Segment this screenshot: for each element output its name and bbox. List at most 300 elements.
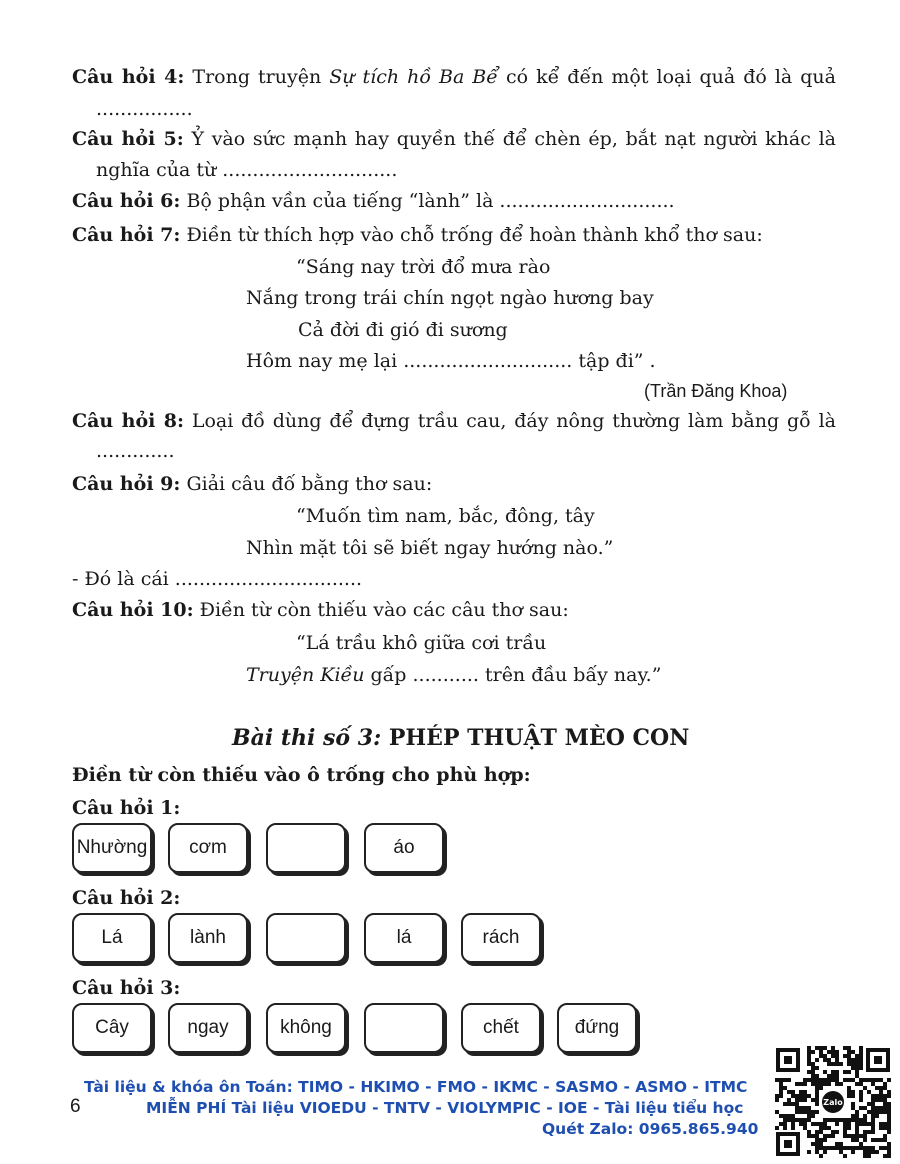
qr-module xyxy=(875,1114,879,1118)
qr-module xyxy=(871,1082,875,1086)
qr-module xyxy=(855,1146,859,1150)
qr-module xyxy=(823,1046,827,1050)
qr-module xyxy=(827,1074,831,1078)
qr-module xyxy=(871,1146,875,1150)
qr-module xyxy=(839,1118,843,1122)
qr-module xyxy=(867,1150,871,1154)
qr-module xyxy=(859,1106,863,1110)
qr-module xyxy=(815,1110,819,1114)
qr-module xyxy=(823,1134,827,1138)
qr-module xyxy=(807,1054,811,1058)
qr-module xyxy=(779,1094,783,1098)
qr-module xyxy=(783,1126,787,1130)
qr-module xyxy=(811,1078,815,1082)
qr-module xyxy=(807,1130,811,1134)
qr-module xyxy=(879,1086,883,1090)
qr-module xyxy=(807,1046,811,1050)
qr-module xyxy=(871,1078,875,1082)
qr-module xyxy=(787,1114,791,1118)
story-title: Sự tích hồ Ba Bể xyxy=(329,66,498,88)
qr-module xyxy=(811,1082,815,1086)
qr-module xyxy=(775,1110,779,1114)
qr-module xyxy=(795,1118,799,1122)
qr-module xyxy=(887,1078,891,1082)
qr-module xyxy=(803,1122,807,1126)
section-instruction: Điền từ còn thiếu vào ô trống cho phù hợp: xyxy=(72,764,531,786)
qr-module xyxy=(851,1050,855,1054)
qr-module xyxy=(779,1090,783,1094)
qr-module xyxy=(815,1086,819,1090)
word-box: rách xyxy=(461,913,541,963)
word-box: cơm xyxy=(168,823,248,873)
qr-module xyxy=(827,1118,831,1122)
qr-module xyxy=(863,1106,867,1110)
qr-module xyxy=(859,1046,863,1050)
qr-module xyxy=(835,1122,839,1126)
question-label: Câu hỏi 6: xyxy=(72,190,181,212)
qr-module xyxy=(847,1058,851,1062)
qr-module xyxy=(855,1130,859,1134)
qr-module xyxy=(795,1102,799,1106)
qr-module xyxy=(783,1122,787,1126)
qr-module xyxy=(875,1098,879,1102)
qr-module xyxy=(871,1110,875,1114)
qr-module xyxy=(783,1078,787,1082)
poem-text: gấp ........... trên đầu bấy nay.” xyxy=(364,664,662,686)
qr-module xyxy=(867,1090,871,1094)
puzzle-3-label: Câu hỏi 3: xyxy=(72,977,181,999)
qr-module xyxy=(815,1098,819,1102)
question-text: Điền từ thích hợp vào chỗ trống để hoàn thành khổ thơ sau: xyxy=(180,224,763,246)
qr-module xyxy=(847,1122,851,1126)
qr-module xyxy=(851,1114,855,1118)
qr-module xyxy=(871,1114,875,1118)
qr-module xyxy=(823,1122,827,1126)
qr-module xyxy=(839,1082,843,1086)
empty-answer-box[interactable] xyxy=(266,913,346,963)
qr-module xyxy=(823,1146,827,1150)
qr-module xyxy=(831,1146,835,1150)
qr-module xyxy=(819,1142,823,1146)
qr-module xyxy=(835,1070,839,1074)
qr-module xyxy=(851,1058,855,1062)
qr-module xyxy=(819,1078,823,1082)
poem-line: “Lá trầu khô giữa cơi trầu xyxy=(296,632,547,654)
qr-module xyxy=(843,1130,847,1134)
qr-module xyxy=(799,1098,803,1102)
qr-module xyxy=(867,1154,871,1158)
qr-module xyxy=(883,1122,887,1126)
qr-module xyxy=(835,1118,839,1122)
riddle-answer-line: - Đó là cái ............................... xyxy=(72,568,363,590)
question-6 xyxy=(72,188,675,214)
question-10 xyxy=(72,597,569,623)
zalo-logo-text: Zalo xyxy=(823,1098,843,1107)
qr-module xyxy=(863,1146,867,1150)
qr-module xyxy=(855,1126,859,1130)
empty-answer-box[interactable] xyxy=(266,823,346,873)
qr-module xyxy=(859,1146,863,1150)
qr-module xyxy=(887,1114,891,1118)
qr-module xyxy=(835,1146,839,1150)
qr-module xyxy=(871,1122,875,1126)
answer-blank: ............. xyxy=(96,440,175,462)
word-box: Nhường xyxy=(72,823,152,873)
qr-module xyxy=(815,1130,819,1134)
qr-module xyxy=(811,1070,815,1074)
question-text: Loại đồ dùng để đựng trầu cau, đáy nông thường làm bằng gỗ là xyxy=(184,410,837,432)
qr-module xyxy=(835,1074,839,1078)
qr-module xyxy=(827,1050,831,1054)
qr-module xyxy=(803,1078,807,1082)
qr-module xyxy=(835,1078,839,1082)
qr-module xyxy=(883,1110,887,1114)
qr-module xyxy=(799,1110,803,1114)
question-label: Câu hỏi 9: xyxy=(72,473,181,495)
qr-module xyxy=(879,1122,883,1126)
qr-module xyxy=(843,1122,847,1126)
qr-module xyxy=(875,1138,879,1142)
qr-module xyxy=(855,1118,859,1122)
qr-module xyxy=(803,1082,807,1086)
qr-module xyxy=(859,1054,863,1058)
qr-module xyxy=(791,1102,795,1106)
qr-module xyxy=(855,1138,859,1142)
qr-module xyxy=(815,1150,819,1154)
word-box: lành xyxy=(168,913,248,963)
qr-module xyxy=(843,1046,847,1050)
qr-module xyxy=(823,1118,827,1122)
word-box: Lá xyxy=(72,913,152,963)
question-label: Câu hỏi 4: xyxy=(72,66,185,88)
qr-module xyxy=(803,1126,807,1130)
qr-module xyxy=(827,1146,831,1150)
qr-module xyxy=(831,1050,835,1054)
qr-module xyxy=(791,1118,795,1122)
qr-module xyxy=(815,1078,819,1082)
riddle-line: “Muốn tìm nam, bắc, đông, tây xyxy=(296,505,595,527)
qr-module xyxy=(883,1102,887,1106)
qr-module xyxy=(883,1126,887,1130)
question-continuation: nghĩa của từ ............................. xyxy=(96,159,398,181)
qr-module xyxy=(855,1070,859,1074)
qr-module xyxy=(815,1090,819,1094)
qr-module xyxy=(887,1122,891,1126)
qr-module xyxy=(843,1070,847,1074)
poem-line: “Sáng nay trời đổ mưa rào xyxy=(296,256,551,278)
qr-module xyxy=(831,1074,835,1078)
qr-module xyxy=(863,1154,867,1158)
qr-module xyxy=(855,1114,859,1118)
qr-module xyxy=(883,1154,887,1158)
question-7 xyxy=(72,222,763,248)
qr-module xyxy=(803,1118,807,1122)
qr-module xyxy=(835,1130,839,1134)
section-name: PHÉP THUẬT MÈO CON xyxy=(381,725,690,751)
qr-module xyxy=(883,1146,887,1150)
question-text: có kể đến một loại quả đó là quả xyxy=(497,66,836,88)
qr-module xyxy=(887,1110,891,1114)
qr-module xyxy=(807,1062,811,1066)
qr-module xyxy=(827,1082,831,1086)
qr-module xyxy=(887,1090,891,1094)
qr-module xyxy=(811,1050,815,1054)
qr-module xyxy=(783,1102,787,1106)
zalo-qr-code[interactable] xyxy=(774,1046,892,1158)
qr-module xyxy=(839,1062,843,1066)
qr-module xyxy=(815,1142,819,1146)
qr-module xyxy=(811,1114,815,1118)
question-8 xyxy=(72,408,836,434)
question-5 xyxy=(72,126,836,152)
qr-module xyxy=(803,1090,807,1094)
qr-module xyxy=(823,1054,827,1058)
qr-module xyxy=(815,1094,819,1098)
qr-module xyxy=(867,1130,871,1134)
poem-line xyxy=(246,662,661,688)
qr-module xyxy=(831,1130,835,1134)
qr-module xyxy=(859,1134,863,1138)
qr-module xyxy=(883,1134,887,1138)
qr-module xyxy=(887,1142,891,1146)
qr-module xyxy=(879,1078,883,1082)
qr-module xyxy=(791,1126,795,1130)
qr-module xyxy=(819,1154,823,1158)
qr-module xyxy=(815,1082,819,1086)
qr-module xyxy=(883,1098,887,1102)
qr-module xyxy=(783,1114,787,1118)
qr-module xyxy=(847,1126,851,1130)
qr-module xyxy=(883,1086,887,1090)
qr-module xyxy=(839,1142,843,1146)
word-box: không xyxy=(266,1003,346,1053)
qr-module xyxy=(887,1094,891,1098)
qr-module xyxy=(787,1090,791,1094)
question-4 xyxy=(72,64,836,90)
qr-module xyxy=(831,1134,835,1138)
qr-module xyxy=(867,1122,871,1126)
qr-module xyxy=(855,1062,859,1066)
qr-module xyxy=(819,1086,823,1090)
qr-module xyxy=(847,1094,851,1098)
qr-module xyxy=(847,1054,851,1058)
qr-module xyxy=(847,1090,851,1094)
qr-module xyxy=(831,1118,835,1122)
qr-module xyxy=(851,1106,855,1110)
qr-module xyxy=(807,1050,811,1054)
qr-module xyxy=(799,1082,803,1086)
qr-module xyxy=(863,1078,867,1082)
qr-module xyxy=(815,1138,819,1142)
qr-module xyxy=(847,1062,851,1066)
qr-module xyxy=(851,1150,855,1154)
qr-module xyxy=(795,1106,799,1110)
qr-module xyxy=(815,1146,819,1150)
qr-module xyxy=(807,1106,811,1110)
qr-module xyxy=(847,1050,851,1054)
qr-module xyxy=(795,1098,799,1102)
question-text: Bộ phận vần của tiếng “lành” là ............................. xyxy=(180,190,675,212)
qr-module xyxy=(823,1078,827,1082)
qr-module xyxy=(775,1078,779,1082)
qr-module xyxy=(863,1150,867,1154)
qr-module xyxy=(867,1078,871,1082)
qr-module xyxy=(779,1114,783,1118)
qr-module xyxy=(819,1046,823,1050)
qr-module xyxy=(831,1054,835,1058)
qr-module xyxy=(871,1098,875,1102)
qr-module xyxy=(815,1046,819,1050)
qr-module xyxy=(795,1110,799,1114)
qr-module xyxy=(871,1130,875,1134)
qr-module xyxy=(847,1078,851,1082)
qr-module xyxy=(875,1110,879,1114)
qr-module xyxy=(843,1134,847,1138)
qr-module xyxy=(839,1146,843,1150)
qr-module xyxy=(855,1066,859,1070)
qr-module xyxy=(839,1150,843,1154)
qr-module xyxy=(855,1074,859,1078)
qr-module xyxy=(811,1066,815,1070)
qr-module xyxy=(871,1118,875,1122)
qr-module xyxy=(871,1138,875,1142)
qr-module xyxy=(879,1094,883,1098)
qr-module xyxy=(875,1106,879,1110)
qr-module xyxy=(875,1086,879,1090)
qr-module xyxy=(799,1094,803,1098)
qr-module xyxy=(847,1070,851,1074)
qr-module xyxy=(871,1150,875,1154)
qr-module xyxy=(851,1138,855,1142)
qr-module xyxy=(775,1098,779,1102)
qr-module xyxy=(859,1062,863,1066)
qr-module xyxy=(827,1058,831,1062)
qr-module xyxy=(791,1122,795,1126)
qr-module xyxy=(855,1134,859,1138)
qr-module xyxy=(799,1090,803,1094)
qr-module xyxy=(775,1126,779,1130)
qr-module xyxy=(847,1046,851,1050)
qr-module xyxy=(819,1130,823,1134)
qr-module xyxy=(887,1150,891,1154)
page-number: 6 xyxy=(70,1096,81,1117)
qr-module xyxy=(823,1058,827,1062)
qr-module xyxy=(883,1094,887,1098)
qr-module xyxy=(807,1094,811,1098)
question-text: Ỷ vào sức mạnh hay quyền thế để chèn ép, bắt nạt người khác là xyxy=(183,128,836,150)
qr-module xyxy=(859,1142,863,1146)
qr-module xyxy=(787,1118,791,1122)
qr-module xyxy=(823,1126,827,1130)
qr-module xyxy=(859,1090,863,1094)
answer-blank: ................ xyxy=(96,98,193,120)
qr-module xyxy=(791,1114,795,1118)
qr-module xyxy=(879,1098,883,1102)
qr-module xyxy=(807,1114,811,1118)
qr-module xyxy=(879,1146,883,1150)
qr-module xyxy=(795,1082,799,1086)
qr-module xyxy=(779,1086,783,1090)
qr-module xyxy=(811,1110,815,1114)
qr-module xyxy=(795,1094,799,1098)
qr-module xyxy=(803,1094,807,1098)
qr-module xyxy=(847,1146,851,1150)
qr-module xyxy=(819,1122,823,1126)
qr-module xyxy=(883,1082,887,1086)
qr-module xyxy=(887,1102,891,1106)
qr-module xyxy=(847,1118,851,1122)
qr-module xyxy=(783,1086,787,1090)
qr-module xyxy=(863,1138,867,1142)
qr-module xyxy=(851,1094,855,1098)
qr-module xyxy=(831,1046,835,1050)
qr-module xyxy=(871,1126,875,1130)
qr-module xyxy=(831,1070,835,1074)
qr-module xyxy=(851,1102,855,1106)
qr-module xyxy=(819,1146,823,1150)
qr-module xyxy=(855,1122,859,1126)
poem-line: Nắng trong trái chín ngọt ngào hương bay xyxy=(246,287,654,309)
qr-module xyxy=(803,1098,807,1102)
qr-module xyxy=(815,1058,819,1062)
empty-answer-box[interactable] xyxy=(364,1003,444,1053)
qr-module xyxy=(835,1058,839,1062)
poem-line: Hôm nay mẹ lại ............................ tập đi” . xyxy=(246,350,656,372)
qr-module xyxy=(815,1122,819,1126)
qr-module xyxy=(859,1094,863,1098)
qr-module xyxy=(851,1134,855,1138)
qr-module xyxy=(807,1110,811,1114)
qr-module xyxy=(863,1114,867,1118)
qr-module xyxy=(883,1106,887,1110)
qr-module xyxy=(863,1086,867,1090)
qr-module xyxy=(811,1098,815,1102)
qr-module xyxy=(815,1066,819,1070)
qr-module xyxy=(843,1054,847,1058)
qr-module xyxy=(791,1094,795,1098)
qr-module xyxy=(811,1122,815,1126)
qr-module xyxy=(843,1118,847,1122)
qr-module xyxy=(799,1122,803,1126)
qr-module xyxy=(823,1138,827,1142)
qr-module xyxy=(807,1134,811,1138)
section-title xyxy=(232,725,689,751)
qr-module xyxy=(827,1062,831,1066)
qr-module xyxy=(875,1078,879,1082)
question-label: Câu hỏi 5: xyxy=(72,128,184,150)
qr-module xyxy=(807,1150,811,1154)
word-box: chết xyxy=(461,1003,541,1053)
qr-module xyxy=(867,1110,871,1114)
footer-line-2: MIỄN PHÍ Tài liệu VIOEDU - TNTV - VIOLYMPIC - IOE - Tài liệu tiểu học xyxy=(146,1099,744,1117)
word-box: áo xyxy=(364,823,444,873)
qr-module xyxy=(811,1062,815,1066)
qr-module xyxy=(823,1070,827,1074)
qr-module xyxy=(867,1146,871,1150)
qr-module xyxy=(867,1102,871,1106)
question-text: Điền từ còn thiếu vào các câu thơ sau: xyxy=(193,599,569,621)
qr-module xyxy=(851,1078,855,1082)
qr-module xyxy=(815,1102,819,1106)
qr-module xyxy=(851,1146,855,1150)
qr-module xyxy=(859,1122,863,1126)
qr-module xyxy=(819,1138,823,1142)
qr-module xyxy=(875,1094,879,1098)
word-box: ngay xyxy=(168,1003,248,1053)
qr-module xyxy=(883,1138,887,1142)
qr-module xyxy=(803,1106,807,1110)
qr-module xyxy=(859,1050,863,1054)
